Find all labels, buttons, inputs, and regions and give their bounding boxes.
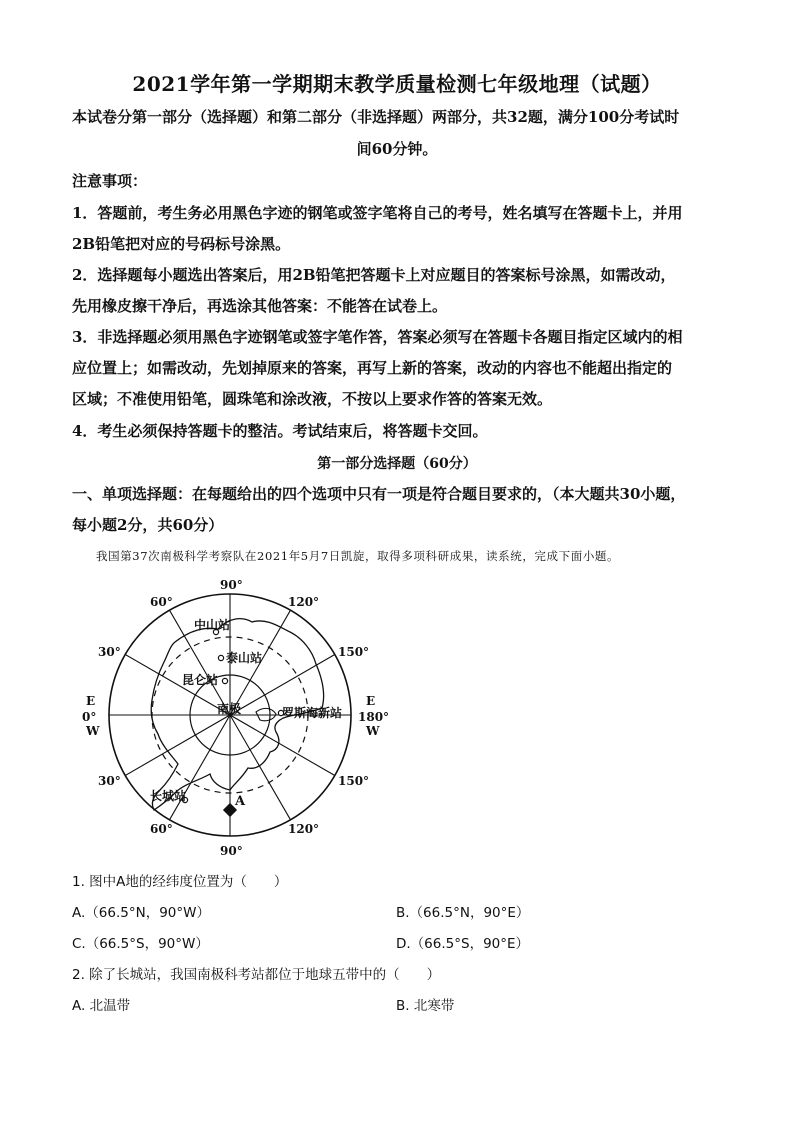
lon-label-150-lower: 150° xyxy=(338,774,370,788)
question-intro: 我国第37次南极科学考察队在2021年5月7日凯旋，取得多项科研成果，读系统，完成下面小题。 xyxy=(96,549,620,563)
dir-right-w: W xyxy=(366,724,380,738)
lon-label-120-upper: 120° xyxy=(288,595,320,609)
lon-label-150-upper: 150° xyxy=(338,645,370,659)
part-one-title: 第一部分选择题（60分） xyxy=(317,456,477,472)
note-3-line-1: 3．非选择题必须用黑色字迹钢笔或签字笔作答，答案必须写在答题卡各题目指定区域内的相 xyxy=(72,328,683,346)
lon-label-30-lower: 30° xyxy=(98,774,121,788)
section-instruction-line-1: 一、单项选择题：在每题给出的四个选项中只有一项是符合题目要求的，（本大题共30小题， xyxy=(72,485,686,503)
exam-description-line-2: 间60分钟。 xyxy=(356,140,438,158)
antarctica-polar-map xyxy=(80,574,390,859)
notes-heading: 注意事项： xyxy=(72,172,148,190)
lon-label-top: 90° xyxy=(220,578,243,592)
question-1-option-c[interactable]: C.（66.5°S，90°W） xyxy=(72,936,209,952)
question-1-option-b[interactable]: B.（66.5°N，90°E） xyxy=(396,905,530,921)
kunlun-station-marker xyxy=(222,678,227,683)
taishan-station-label: 泰山站 xyxy=(226,651,263,665)
note-2-line-1: 2．选择题每小题选出答案后，用2B铅笔把答题卡上对应题目的答案标号涂黑，如需改动， xyxy=(72,266,676,284)
page-title: 2021学年第一学期期末教学质量检测七年级地理（试题） xyxy=(132,72,662,96)
dir-left-w: W xyxy=(86,724,100,738)
question-1-option-d[interactable]: D.（66.5°S，90°E） xyxy=(396,936,530,952)
lon-label-0: 0° xyxy=(82,710,97,724)
question-1-option-a[interactable]: A.（66.5°N，90°W） xyxy=(72,905,210,921)
note-3-line-3: 区域；不准使用铅笔，圆珠笔和涂改液，不按以上要求作答的答案无效。 xyxy=(72,390,553,408)
lon-label-bottom: 90° xyxy=(220,844,243,858)
taishan-station-marker xyxy=(218,655,223,660)
note-1-line-1: 1．答题前，考生务必用黑色字迹的钢笔或签字笔将自己的考号，姓名填写在答题卡上，并用 xyxy=(72,204,683,222)
note-4: 4．考生必须保持答题卡的整洁。考试结束后，将答题卡交回。 xyxy=(72,422,488,440)
zhongshan-station-label: 中山站 xyxy=(194,618,231,632)
kunlun-station-label: 昆仑站 xyxy=(182,673,219,687)
lon-label-120-lower: 120° xyxy=(288,822,320,836)
section-instruction-line-2: 每小题2分，共60分） xyxy=(72,516,224,534)
note-2-line-2: 先用橡皮擦干净后，再选涂其他答案：不能答在试卷上。 xyxy=(72,297,448,315)
note-3-line-2: 应位置上；如需改动，先划掉原来的答案，再写上新的答案，改动的内容也不能超出指定的 xyxy=(72,359,673,377)
question-2-option-b[interactable]: B. 北寒带 xyxy=(396,998,455,1014)
point-a-label: A xyxy=(235,794,246,809)
changcheng-station-label: 长城站 xyxy=(150,789,187,803)
south-pole-label: 南极 xyxy=(217,702,242,716)
lon-label-30-upper: 30° xyxy=(98,645,121,659)
luosihai-station-label: 罗斯海新站 xyxy=(282,706,343,720)
lon-label-60-upper: 60° xyxy=(150,595,173,609)
question-1-stem: 1. 图中A地的经纬度位置为（ ） xyxy=(72,874,288,890)
exam-description-line-1: 本试卷分第一部分（选择题）和第二部分（非选择题）两部分，共32题，满分100分考试时 xyxy=(72,108,680,126)
lon-label-60-lower: 60° xyxy=(150,822,173,836)
dir-right-e: E xyxy=(366,694,376,708)
lon-label-180: 180° xyxy=(358,710,390,724)
dir-left-e: E xyxy=(86,694,96,708)
note-1-line-2: 2B铅笔把对应的号码标号涂黑。 xyxy=(72,235,291,253)
question-2-option-a[interactable]: A. 北温带 xyxy=(72,998,131,1014)
question-2-stem: 2. 除了长城站，我国南极科考站都位于地球五带中的（ ） xyxy=(72,967,441,983)
